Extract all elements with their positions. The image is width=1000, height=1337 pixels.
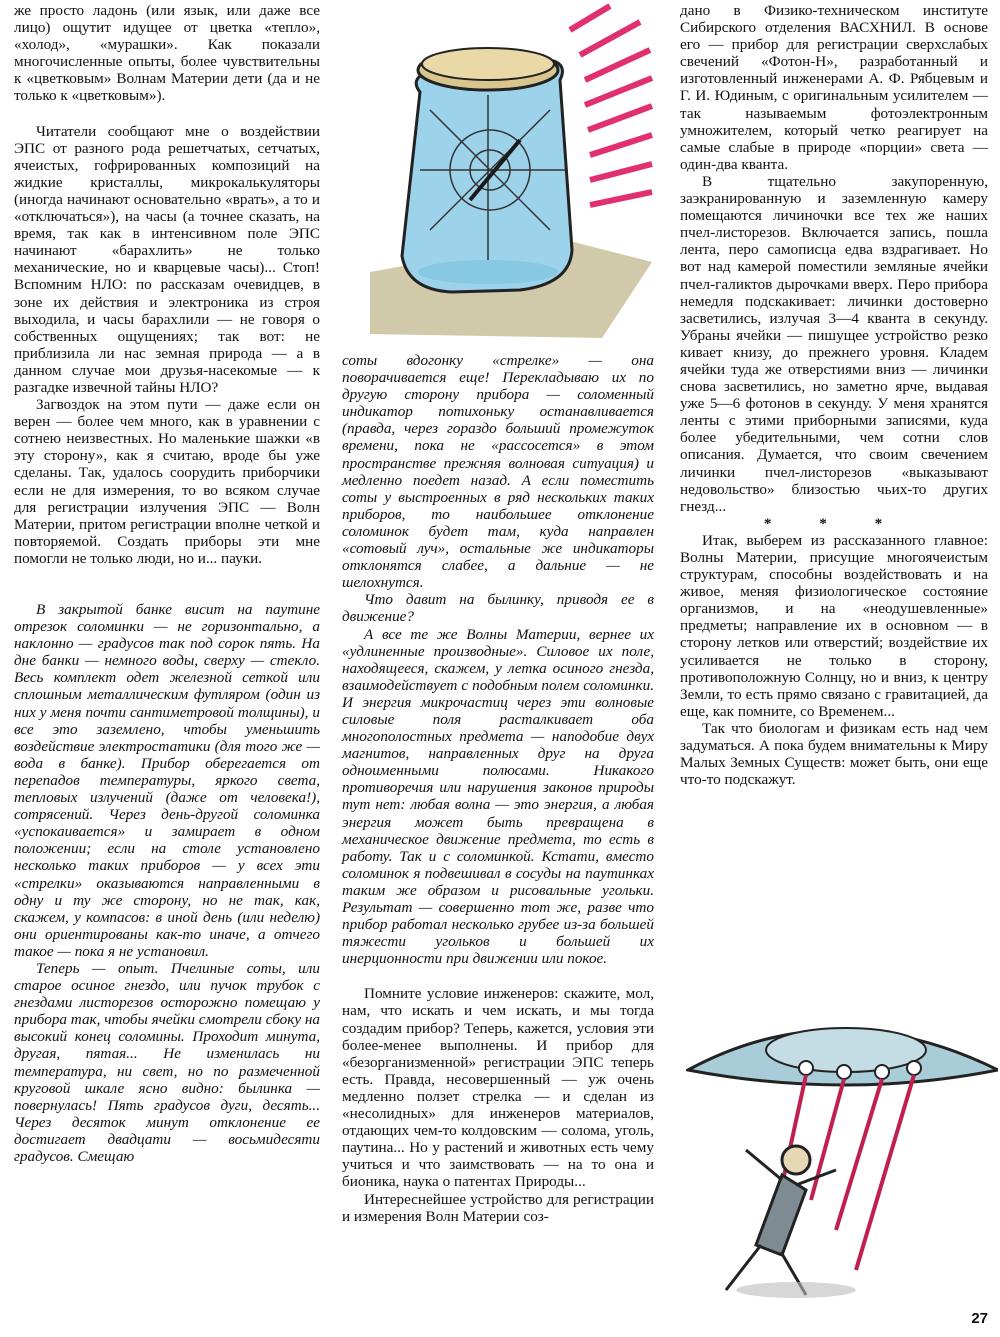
paragraph-italic: соты вдогонку «стрелке» — она поворачивается еще! Перекладываю их по другую сторону прибора — соломенный индикатор потихоньку останавливается (правда, через гораздо больший промежуток времени, пока не «рассосется» в этом пространстве прежняя волновая ситуация) и медленно поедет назад. А если поместить соты у выстроенных в ряд нескольких таких приборов, то наибольшее отклонение соломинок будет там, куда направлен «сотовый луч», остальные же индикаторы отклонятся слабее, а дальние — не шелохнутся. <box>342 352 654 592</box>
text-column-1 <box>14 2 320 1165</box>
paragraph: В тщательно закупоренную, заэкранированную и заземленную камеру помещаются личиночки все тех же наших пчел-листорезов. Включается запись, пошла лента, перо самописца едва вздрагивает. Но вот над камерой поместили земляные ячейки пчел-галиктов дырочками вверх. Перо прибора немедля подскакивает: личинки достоверно засветились, излучая 3—4 кванта в секунду. Убраны ячейки — пишущее устройство резко кивает книзу, до прежнего уровня. Кладем ячейки туда же отверстиями вниз — личинки снова засветились, но заметно ярче, выдавая уже 5—6 фотонов в секунду. У меня хранятся ленты с этими приборными записями, куда более убедительными, чем сотни слов описания. Думается, что своим свечением личинки пчел-листорезов «выказывают недовольство» близостью чьих-то других гнезд... <box>680 172 988 515</box>
paragraph: Интереснейшее устройство для регистрации и измерения Волн Материи соз- <box>342 1190 654 1225</box>
text-column-2 <box>342 352 654 1225</box>
page-number: 27 <box>971 1310 988 1327</box>
text-column-3 <box>680 2 988 788</box>
paragraph: Загвоздок на этом пути — даже если он верен — более чем много, как в уравнении с сотнею неизвестных. Но маленькие шажки «в эту сторону», как я считаю, вроде бы уже сделаны. Так, удалось соорудить приборчики если не для измерения, то во всяком случае для регистрации излучения ЭПС — Волн Материи, притом регистрации вполне четкой и повторяемой. Создать приборы эти мне помогли не только люди, но и... пауки. <box>14 396 320 567</box>
ufo-man-illustration <box>686 1000 998 1300</box>
jar-spider-illustration <box>340 0 658 350</box>
paragraph-italic: А все те же Волны Материи, вернее их «удлиненные производные». Силовое их поле, находящееся, скажем, у летка осиного гнезда, взаимодействует с подобным полем соломинки. И энергия микрочастиц через эти волновые силовые поля расталкивает оба многополостных предмета — наподобие двух магнитов, направленных друг на друга одноименными полюсами. Никакого противоречия или нарушения законов природы тут нет: любая волна — это энергия, а любая энергия может быть превращена в механическое движение предмета, то есть в работу. Так и с соломинкой. Кстати, вместо соломинок я подвешивал в сосуды на паутинках таким же образом и рисовальные угольки. Результат — совершенно тот же, разве что прибор работал несколько грубее из-за большей тяжести угольков и большей их инерционности при движении или покое. <box>342 625 654 968</box>
paragraph-italic: В закрытой банке висит на паутине отрезок соломинки — не горизонтально, а наклонно — градусов так под сорок пять. На дне банки — немного воды, сверху — стекло. Весь комплект одет железной сеткой или сплошным металлическим футляром (один из них у меня почти сантиметровой толщины), и все это заземлено, чтобы уменьшить воздействие электростатики (для того же — вода в банке). Прибор оберегается от перепадов температуры, яркого света, тепловых излучений (даже от человека!), сотрясений. Через день-другой соломинка «успокаивается» и замирает в одном положении; если на столе установлено несколько таких приборов — у всех эти «стрелки» оказываются направленными в одну и ту же сторону, но не так, как, скажем, у компасов: в иной день (или неделю) они ориентированы как-то иначе, а отчего такое — пока я не установил. <box>14 601 320 960</box>
section-separator: * * * <box>763 514 905 532</box>
paragraph: же просто ладонь (или язык, или даже все лицо) ощутит идущее от цветка «тепло», «холод», «мурашки». Как показали многочисленные опыты, более чувствительны к «цветковым» Волнам Материи дети (да и не только к «цветковым»). <box>14 2 320 105</box>
paragraph: Итак, выберем из рассказанного главное: Волны Материи, присущие многоячеистым структурам, способны воздействовать и на живое, меняя физиологическое состояние организмов, и на «неодушевленные» предметы; направление их в основном — в сторону летков или отверстий; воздействие их усиливается не только в сторону, противоположную Солнцу, но и вниз, к центру Земли, то есть прямо связано с гравитацией, да еще, как помните, со Временем... <box>680 531 988 720</box>
paragraph: Помните условие инженеров: скажите, мол, нам, что искать и чем искать, и мы тогда создадим прибор? Теперь, кажется, условия эти более-менее выполнены. И прибор для «безорганизменной» регистрации ЭПС теперь есть. Правда, несовершенный — уж очень медленно ползет стрелка — и сделан из «несолидных» для инженеров материалов, отдающих чем-то колдовским — солома, уголь, паутина... Но у растений и животных есть чему учиться и что заимствовать — на то она и бионика, наука о патентах Природы... <box>342 985 654 1191</box>
paragraph-italic: Теперь — опыт. Пчелиные соты, или старое осиное гнездо, или пучок трубок с гнездами листорезов осторожно помещаю у прибора так, чтобы ячейки смотрели сбоку на высокий конец соломины. Проходит минута, другая, пятая... Не изменилась ни температура, ни свет, но по размеченной круговой шкале ясно видно: былинка — повернулась! Пять градусов дуги, десять... Через десяток минут отклонение ее достигает двадцати — восьмидесяти градусов. Смещаю <box>14 959 321 1165</box>
paragraph: Так что биологам и физикам есть над чем задуматься. А пока будем внимательны к Миру Малых Земных Существ: может быть, они еще что-то подскажут. <box>680 719 988 789</box>
paragraph: Читатели сообщают мне о воздействии ЭПС от разного рода решетчатых, сетчатых, ячеистых, гофрированных композиций на жидкие кристаллы, микрокалькуляторы (иногда начинают основательно «врать», а то и «отключаться»), на часы (а точнее сказать, на время, так как в интенсивном поле ЭПС начинают «барахлить» не только механические, но и кварцевые часы)... Стоп! Вспомним НЛО: по рассказам очевидцев, в зоне их действия и электроника из строя выходила, и часы барахлили — не говоря о собственных ощущениях; так вот: не приблизила ли нас земная природа — а в данном случае мои друзья-насекомые — к разгадке извечной тайны НЛО? <box>14 122 320 396</box>
paragraph: дано в Физико-техническом институте Сибирского отделения ВАСХНИЛ. В основе его — прибор для регистрации сверхслабых свечений «Фотон-Н», разработанный и изготовленный инженерами А. Ф. Рябцевым и Г. И. Юдиным, с оригинальным усилителем — так называемым фотоэлектронным умножителем, который четко реагирует на самые слабые в природе «порции» света — один-два кванта. <box>680 2 988 173</box>
paragraph-italic: Что давит на былинку, приводя ее в движение? <box>342 591 654 626</box>
